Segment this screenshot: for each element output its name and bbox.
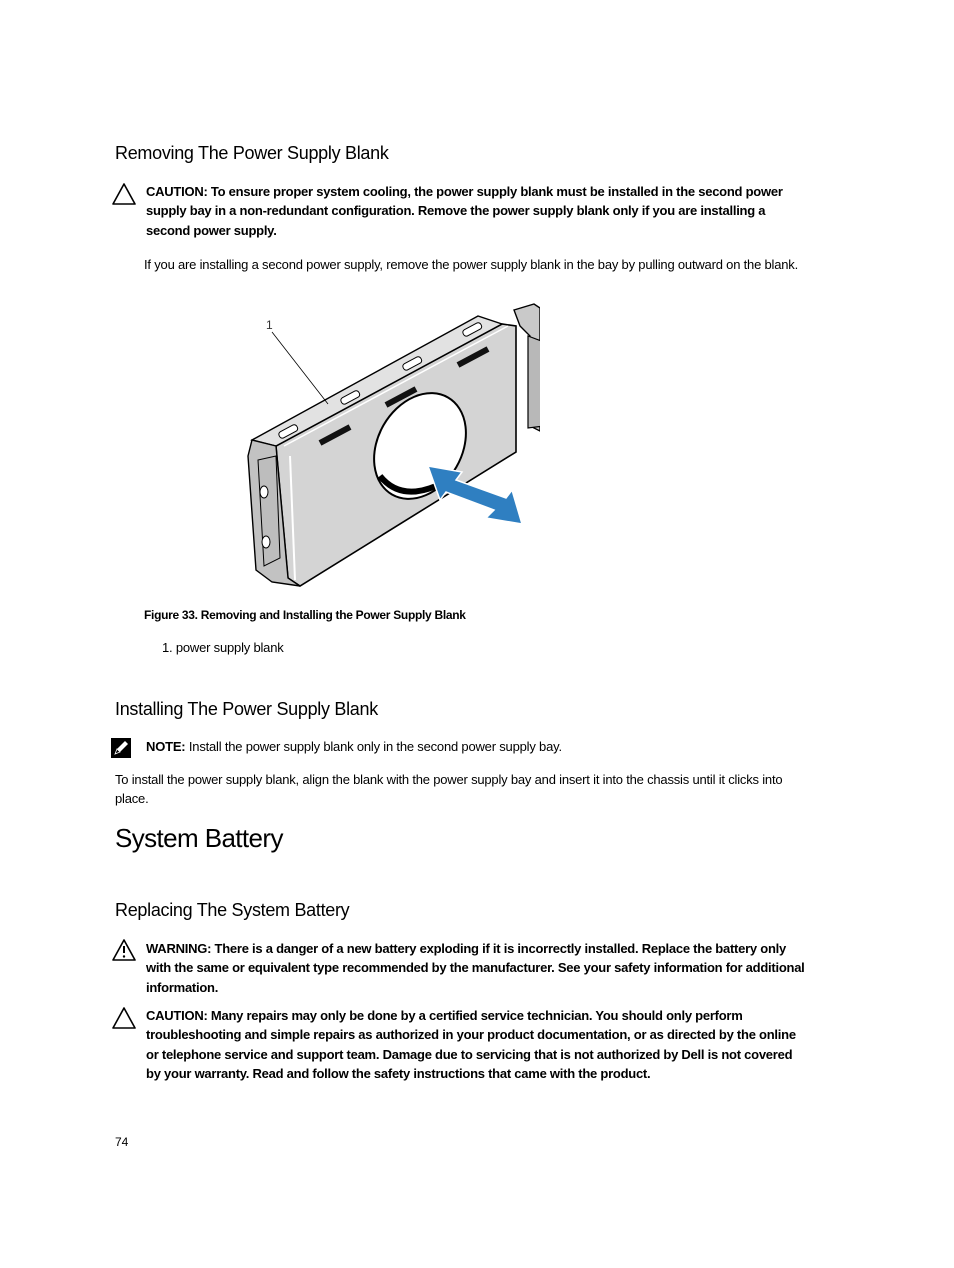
note-label: NOTE: xyxy=(146,739,186,754)
caution-notice-service: CAUTION: Many repairs may only be done by a certified service technician. You should only perform troubleshooting and simple repairs as authorized in your product documentation, or as directed by the online or telephone service and support team. Damage due to servicing that is not authorized by Dell is not covered by your warranty. Read and follow the safety instructions that came with the product. xyxy=(146,1008,796,1081)
section-heading-removing: Removing The Power Supply Blank xyxy=(115,143,389,163)
note-text: Install the power supply blank only in the second power supply bay. xyxy=(188,739,562,754)
instruction-paragraph: If you are installing a second power supply, remove the power supply blank in the bay by pulling outward on the blank. xyxy=(144,257,799,272)
legend-label: power supply blank xyxy=(175,640,284,655)
figure-caption: Figure 33. Removing and Installing the Power Supply Blank xyxy=(144,608,466,622)
warning-triangle-icon xyxy=(111,938,137,962)
install-instruction: To install the power supply blank, align the blank with the power supply bay and insert it into the chassis until it clicks into place. xyxy=(115,772,783,806)
section-heading-replacing: Replacing The System Battery xyxy=(115,900,350,920)
chapter-title: System Battery xyxy=(115,823,283,853)
section-heading-installing: Installing The Power Supply Blank xyxy=(115,699,378,719)
page-number: 74 xyxy=(115,1135,129,1149)
figure-legend-item: 1. power supply blank xyxy=(162,640,284,655)
caution-triangle-icon xyxy=(111,1006,137,1030)
note-pencil-icon xyxy=(111,738,133,760)
caution-triangle-icon xyxy=(111,182,137,206)
caution-notice: CAUTION: To ensure proper system cooling, the power supply blank must be installed in the second power supply bay in a non-redundant configuration. Remove the power supply blank only if you are installing a second power supply. xyxy=(146,184,783,238)
power-supply-blank-figure xyxy=(240,296,540,596)
warning-notice: WARNING: There is a danger of a new battery exploding if it is incorrectly installed. Replace the battery only with the same or equivalent type recommended by the manufacturer. See your safety information for additional information. xyxy=(146,941,805,995)
figure-callout-number: 1 xyxy=(266,318,273,332)
note-notice xyxy=(146,739,562,754)
